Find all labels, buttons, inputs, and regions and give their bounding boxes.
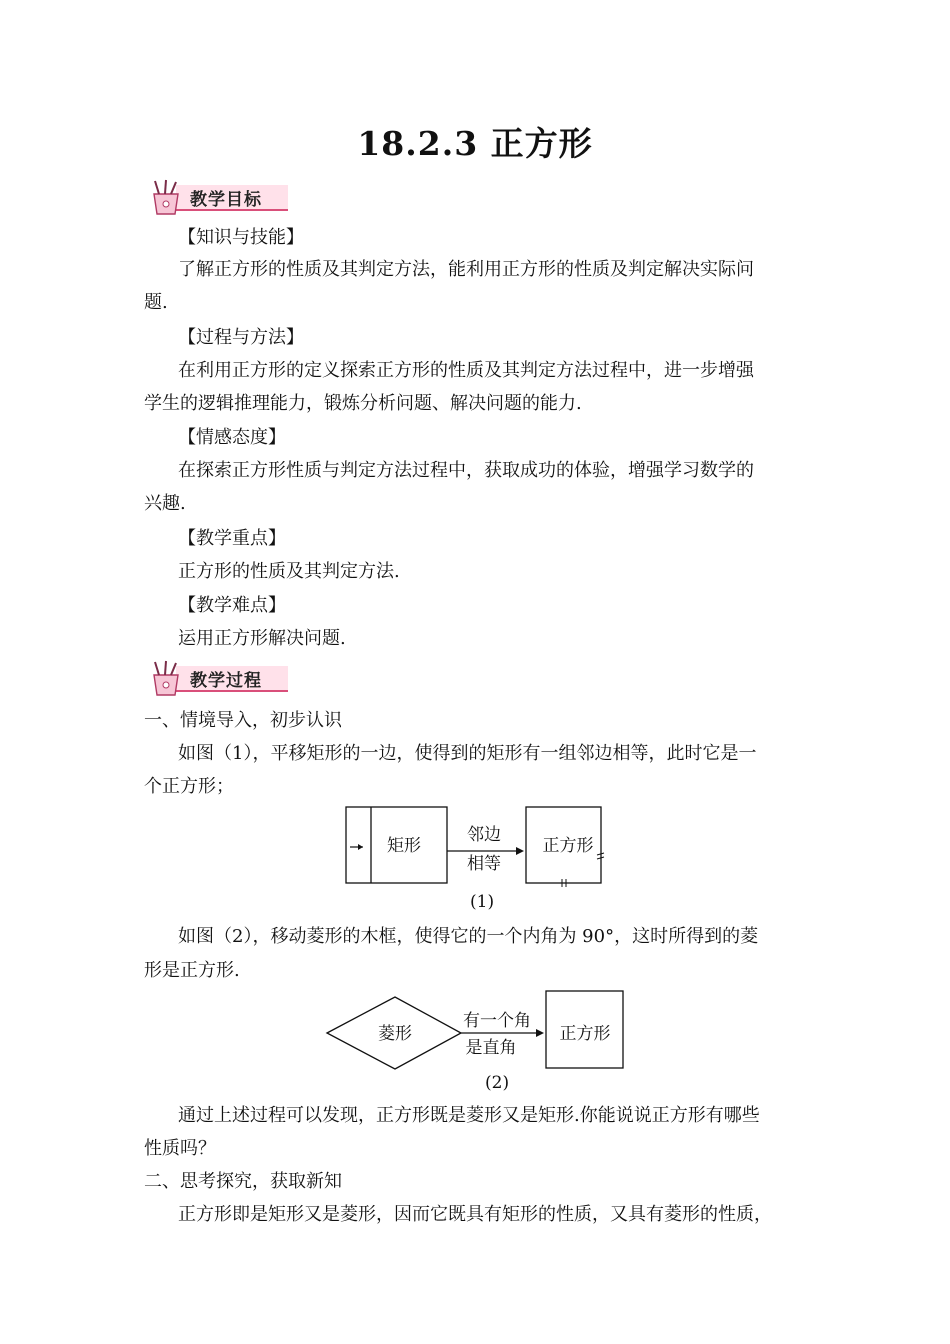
para1-text-2: 个正方形； (144, 776, 234, 797)
knowledge-text-2: 题. (144, 292, 168, 313)
arrow-label-top: 有一个角 (463, 1011, 531, 1031)
process-heading: 【过程与方法】 (178, 327, 304, 348)
process-text-2: 学生的逻辑推理能力，锻炼分析问题、解决问题的能力. (144, 393, 582, 414)
rhombus-label: 菱形 (378, 1024, 412, 1044)
square-label: 正方形 (559, 1024, 611, 1044)
step1-heading: 一、情境导入，初步认识 (144, 710, 342, 731)
figure-1-caption: (1) (470, 892, 495, 912)
square-label: 正方形 (542, 836, 594, 856)
arrow-label-top: 邻边 (467, 825, 501, 845)
para3-text-1: 通过上述过程可以发现，正方形既是菱形又是矩形.你能说说正方形有哪些 (178, 1105, 760, 1126)
para3-text-2: 性质吗？ (144, 1138, 216, 1159)
badge-label: 教学目标 (190, 190, 262, 210)
key-point-heading: 【教学重点】 (178, 528, 286, 549)
process-text-1: 在利用正方形的定义探索正方形的性质及其判定方法过程中，进一步增强 (178, 360, 754, 381)
pencil-cup-icon (146, 659, 186, 699)
key-point-text: 正方形的性质及其判定方法. (178, 561, 400, 582)
figure-2-caption: (2) (485, 1073, 510, 1093)
difficulty-text: 运用正方形解决问题. (178, 628, 346, 649)
emotion-text-2: 兴趣. (144, 493, 186, 514)
knowledge-text-1: 了解正方形的性质及其判定方法，能利用正方形的性质及判定解决实际问 (178, 259, 754, 280)
figure-1-diagram (340, 800, 620, 892)
para2-text-1: 如图（2），移动菱形的木框，使得它的一个内角为 90°，这时所得到的菱 (178, 926, 759, 947)
pencil-cup-icon (146, 178, 186, 218)
badge-label: 教学过程 (190, 671, 262, 691)
figure-2-diagram (325, 987, 630, 1073)
section-badge-process (142, 659, 292, 699)
rectangle-label: 矩形 (387, 836, 421, 856)
step2-heading: 二、思考探究，获取新知 (144, 1171, 342, 1192)
knowledge-heading: 【知识与技能】 (178, 227, 304, 248)
emotion-heading: 【情感态度】 (178, 427, 286, 448)
para4-text-1: 正方形即是矩形又是菱形，因而它既具有矩形的性质，又具有菱形的性质， (178, 1204, 772, 1225)
section-badge-objectives (142, 178, 292, 218)
arrow-label-bottom: 是直角 (465, 1038, 517, 1058)
para1-text-1: 如图（1），平移矩形的一边，使得到的矩形有一组邻边相等，此时它是一 (178, 743, 757, 764)
difficulty-heading: 【教学难点】 (178, 595, 286, 616)
para2-text-2: 形是正方形. (144, 960, 240, 981)
arrow-label-bottom: 相等 (467, 854, 501, 874)
emotion-text-1: 在探索正方形性质与判定方法过程中，获取成功的体验，增强学习数学的 (178, 460, 754, 481)
page-title: 18.2.3 正方形 (357, 124, 593, 163)
